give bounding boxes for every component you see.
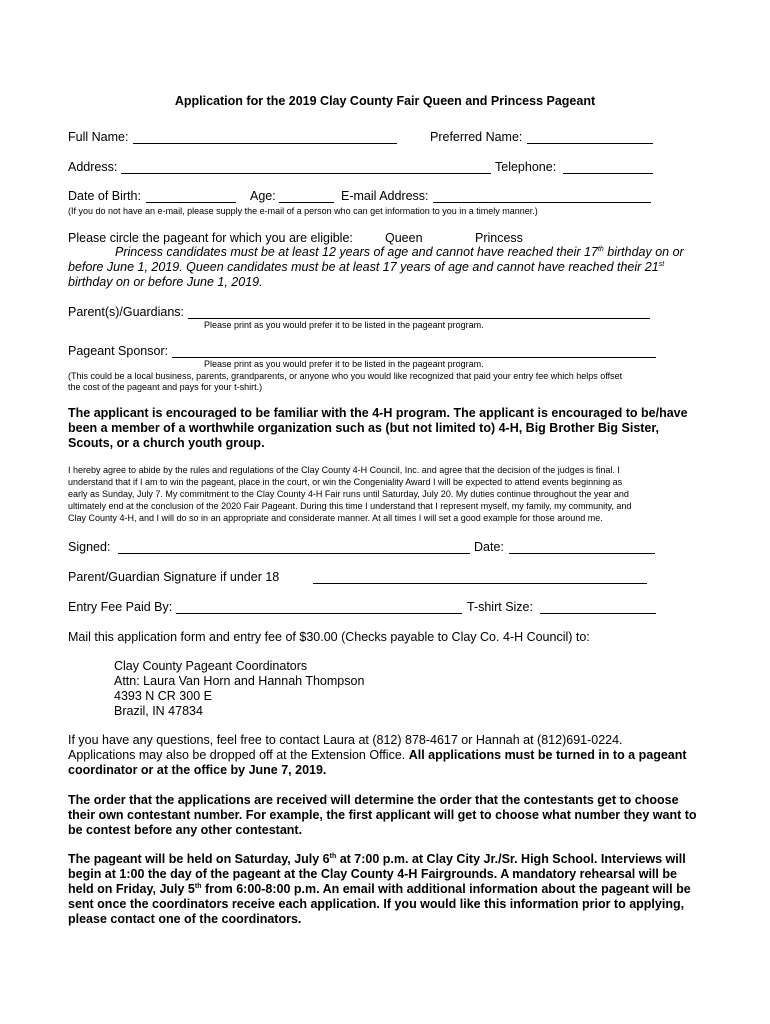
order-line-3: be contest before any other contestant. xyxy=(68,823,303,837)
full-name-label: Full Name: xyxy=(68,130,129,144)
agreement-line-2: understand that if I am to win the pageant, place in the court, or win the Congeniality Award I will be expected to attend events beginning as xyxy=(68,477,623,487)
date-label: Date: xyxy=(474,540,504,554)
agreement-line-3: early as Sunday, July 7. My commitment to the Clay County 4-H Fair runs until Saturday, July 20. My duties continue throughout the year and xyxy=(68,489,629,499)
agreement-line-5: Clay County 4-H, and I will do so in an appropriate and considerate manner. At all times I will set a good example for those around me. xyxy=(68,513,603,523)
email-label: E-mail Address: xyxy=(341,189,429,203)
entry-fee-field[interactable] xyxy=(176,613,462,614)
princess-option[interactable]: Princess xyxy=(475,231,523,245)
guardians-note: Please print as you would prefer it to be listed in the pageant program. xyxy=(204,320,484,330)
telephone-label: Telephone: xyxy=(495,160,557,174)
held-line-5: please contact one of the coordinators. xyxy=(68,912,302,926)
mail-address-line-4: Brazil, IN 47834 xyxy=(114,704,203,718)
held-line-1: The pageant will be held on Saturday, July 6th at 7:00 p.m. at Clay City Jr./Sr. High School. Interviews will xyxy=(68,852,686,866)
held-line-4: sent once the coordinators receive each application. If you would like this information prior to applying, xyxy=(68,897,685,911)
mail-intro: Mail this application form and entry fee of $30.00 (Checks payable to Clay Co. 4-H Council) to: xyxy=(68,630,590,644)
full-name-field[interactable] xyxy=(133,143,397,144)
held-line-2: begin at 1:00 the day of the pageant at the Clay County 4-H Fairgrounds. A mandatory rehearsal will be xyxy=(68,867,677,881)
parent-signature-field[interactable] xyxy=(313,583,647,584)
eligibility-rule-line-3: birthday on or before June 1, 2019. xyxy=(68,275,263,289)
email-field[interactable] xyxy=(433,202,651,203)
entry-fee-label: Entry Fee Paid By: xyxy=(68,600,173,614)
encourage-line-2: been a member of a worthwhile organization such as (but not limited to) 4-H, Big Brother Big Sister, xyxy=(68,421,660,435)
date-field[interactable] xyxy=(509,553,655,554)
tshirt-label: T-shirt Size: xyxy=(467,600,533,614)
preferred-name-field[interactable] xyxy=(527,143,653,144)
order-line-1: The order that the applications are received will determine the order that the contestants get to choose xyxy=(68,793,679,807)
address-field[interactable] xyxy=(121,173,491,174)
sponsor-label: Pageant Sponsor: xyxy=(68,344,169,358)
mail-address-line-3: 4393 N CR 300 E xyxy=(114,689,212,703)
guardians-field[interactable] xyxy=(188,318,650,319)
telephone-field[interactable] xyxy=(563,173,653,174)
address-label: Address: xyxy=(68,160,118,174)
email-note: (If you do not have an e-mail, please supply the e-mail of a person who can get information to you in a timely manner.) xyxy=(68,206,538,216)
mail-address-line-2: Attn: Laura Van Horn and Hannah Thompson xyxy=(114,674,365,688)
age-field[interactable] xyxy=(279,202,334,203)
contact-line-2: Applications may also be dropped off at the Extension Office. All applications must be turned in to a pageant xyxy=(68,748,687,762)
encourage-line-3: Scouts, or a church youth group. xyxy=(68,436,265,450)
dob-field[interactable] xyxy=(146,202,236,203)
signed-field[interactable] xyxy=(118,553,470,554)
mail-address-line-1: Clay County Pageant Coordinators xyxy=(114,659,308,673)
age-label: Age: xyxy=(250,189,276,203)
encourage-line-1: The applicant is encouraged to be familiar with the 4-H program. The applicant is encouraged to be/have xyxy=(68,406,688,420)
circle-pageant-label: Please circle the pageant for which you are eligible: xyxy=(68,231,353,245)
sponsor-field[interactable] xyxy=(172,357,656,358)
contact-line-1: If you have any questions, feel free to contact Laura at (812) 878-4617 or Hannah at (812)691-0224. xyxy=(68,733,623,747)
sponsor-note: Please print as you would prefer it to be listed in the pageant program. xyxy=(204,359,484,369)
sponsor-explanation-2: the cost of the pageant and pays for your t-shirt.) xyxy=(68,382,263,392)
dob-label: Date of Birth: xyxy=(68,189,141,203)
parent-signature-label: Parent/Guardian Signature if under 18 xyxy=(68,570,280,584)
agreement-line-1: I hereby agree to abide by the rules and regulations of the Clay County 4-H Council, Inc. and agree that the decision of the judges is final. I xyxy=(68,465,620,475)
eligibility-rule-line-1: Princess candidates must be at least 12 years of age and cannot have reached their 17th birthday on or xyxy=(115,245,684,259)
held-line-3: held on Friday, July 5th from 6:00-8:00 p.m. An email with additional information about the pageant will be xyxy=(68,882,691,896)
eligibility-rule-line-2: before June 1, 2019. Queen candidates must be at least 17 years of age and cannot have reached their 21st xyxy=(68,260,665,274)
queen-option[interactable]: Queen xyxy=(385,231,423,245)
agreement-line-4: ultimately end at the conclusion of the 2020 Fair Pageant. During this time I understand that I represent myself, my family, my community, and xyxy=(68,501,632,511)
preferred-name-label: Preferred Name: xyxy=(430,130,523,144)
contact-line-3: coordinator or at the office by June 7, 2019. xyxy=(68,763,327,777)
guardians-label: Parent(s)/Guardians: xyxy=(68,305,185,319)
tshirt-field[interactable] xyxy=(540,613,656,614)
sponsor-explanation-1: (This could be a local business, parents, grandparents, or anyone who you would like recognized that paid your entry fee which helps offset xyxy=(68,371,623,381)
order-line-2: their own contestant number. For example, the first applicant will get to choose what number they want to xyxy=(68,808,697,822)
page-title: Application for the 2019 Clay County Fair Queen and Princess Pageant xyxy=(174,94,596,108)
signed-label: Signed: xyxy=(68,540,111,554)
